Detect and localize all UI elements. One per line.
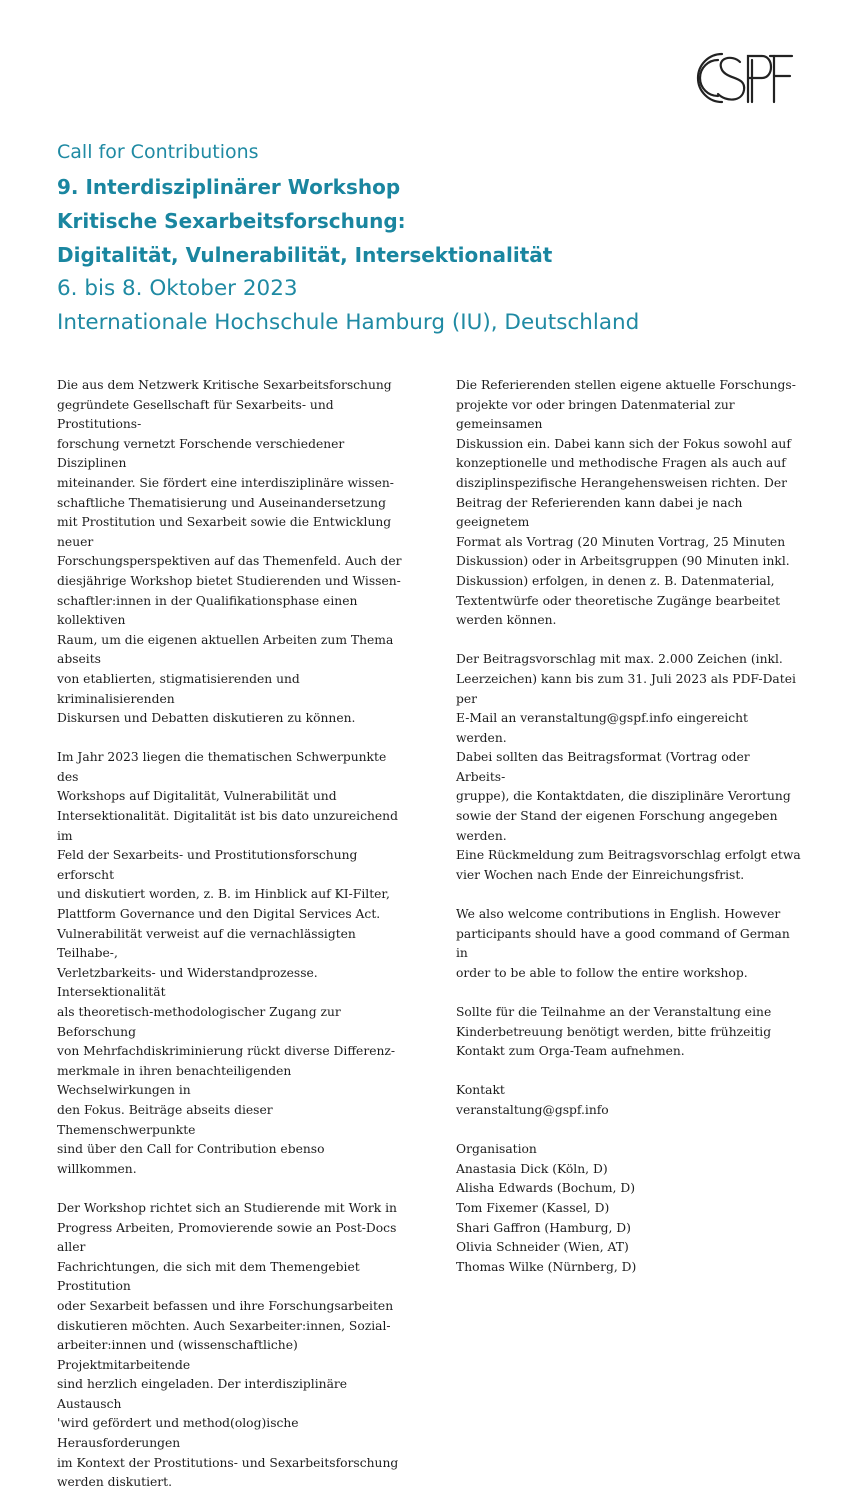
organisation-label: Organisation (456, 1142, 537, 1157)
contact-label: Kontakt (456, 1083, 505, 1098)
contact-email[interactable]: veranstaltung@gspf.info (456, 1102, 609, 1117)
paragraph-childcare: Sollte für die Teilnahme an der Veranstaltung eine Kinderbetreuung benötigt werden, bitte frühzeitig Kontakt zum Orga-Team aufnehmen. (456, 1005, 772, 1059)
organiser-item: Olivia Schneider (Wien, AT) (456, 1240, 629, 1255)
paragraph-intro: Die aus dem Netzwerk Kritische Sexarbeitsforschung gegründete Gesellschaft für Sexarbeits- und Prostitutions- forschung vernetzt Forschende verschiedener Disziplinen miteinander. Sie fördert eine interdisziplinäre wissen- schaftliche Thematisierung und Auseinandersetzung mit Prostitution und Sexarbeit sowie die Entwicklung neuer Forschungsperspektiven auf das Themenfeld. Auch der diesjährige Workshop bietet Studierenden und Wissen- schaftler:innen in der Qualifikationsphase einen kollektiven Raum, um die eigenen aktuellen Arbeiten zum Thema abseits von etablierten, stigmatisierenden und kriminalisierenden Diskursen und Debatten diskutieren zu können. (57, 378, 402, 726)
paragraph-submission: Der Beitragsvorschlag mit max. 2.000 Zeichen (inkl. Leerzeichen) kann bis zum 31. Juli 2023 als PDF-Datei per E-Mail an veranstaltung@gspf.info eingereicht werden. Dabei sollten das Beitragsformat (Vortrag oder Arbeits- gruppe), die Kontaktdaten, die disziplinäre Verortung sowie der Stand der eigenen Forschung angegeben werden. Eine Rückmeldung zum Beitragsvorschlag erfolgt etwa vier Wochen nach Ende der Einreichungsfrist. (456, 652, 801, 882)
organiser-item: Alisha Edwards (Bochum, D) (456, 1181, 635, 1196)
paragraph-themes: Im Jahr 2023 liegen die thematischen Schwerpunkte des Workshops auf Digitalität, Vulnerabilität und Intersektionalität. Digitalität ist bis dato unzureichend im Feld der Sexarbeits- und Prostitutionsforschung erforscht und diskutiert worden, z. B. im Hinblick auf KI-Filter, Plattform Governance und den Digital Services Act. Vulnerabilität verweist auf die vernachlässigten Teilhabe-, Verletzbarkeits- und Widerstandprozesse. Intersektionalität als theoretisch-methodologischer Zugang zur Beforschung von Mehrfachdiskriminierung rückt diverse Differenz- merkmale in ihren benachteiligenden Wechselwirkungen in den Fokus. Beiträge abseits dieser Themenschwerpunkte sind über den Call for Contribution ebenso willkommen. (57, 750, 398, 1176)
left-column (57, 376, 402, 1512)
header (57, 138, 817, 340)
organiser-item: Tom Fixemer (Kassel, D) (456, 1200, 610, 1215)
title-line-2: Kritische Sexarbeitsforschung: (57, 209, 406, 233)
right-column (456, 376, 801, 1277)
gspf-logo-mark (688, 44, 800, 112)
organiser-item: Shari Gaffron (Hamburg, D) (456, 1220, 631, 1235)
gspf-logo (688, 44, 800, 112)
title-line-3: Digitalität, Vulnerabilität, Intersektionalität (57, 243, 553, 267)
event-date: 6. bis 8. Oktober 2023 (57, 276, 298, 301)
organiser-list (456, 1160, 801, 1278)
call-kicker: Call for Contributions (57, 141, 259, 163)
event-venue: Internationale Hochschule Hamburg (IU), Deutschland (57, 310, 640, 335)
title-line-1: 9. Interdisziplinärer Workshop (57, 175, 401, 199)
organiser-item: Anastasia Dick (Köln, D) (456, 1161, 608, 1176)
paragraph-format: Die Referierenden stellen eigene aktuelle Forschungs- projekte vor oder bringen Datenmaterial zur gemeinsamen Diskussion ein. Dabei kann sich der Fokus sowohl auf konzeptionelle und methodische Fragen als auch auf disziplinspezifische Herangehensweisen richten. Der Beitrag der Referierenden kann dabei je nach geeignetem Format als Vortrag (20 Minuten Vortrag, 25 Minuten Diskussion) oder in Arbeitsgruppen (90 Minuten inkl. Diskussion) erfolgen, in denen z. B. Datenmaterial, Textentwürfe oder theoretische Zugänge bearbeitet werden können. (456, 378, 796, 628)
paragraph-audience: Der Workshop richtet sich an Studierende mit Work in Progress Arbeiten, Promovierende sowie an Post-Docs aller Fachrichtungen, die sich mit dem Themengebiet Prostitution oder Sexarbeit befassen und ihre Forschungsarbeiten diskutieren möchten. Auch Sexarbeiter:innen, Sozial- arbeiter:innen und (wissenschaftliche) Projektmitarbeitende sind herzlich eingeladen. Der interdisziplinäre Austausch 'wird gefördert und method(olog)ische Herausforderungen im Kontext der Prostitutions- und Sexarbeitsforschung werden diskutiert. (57, 1200, 399, 1490)
paragraph-english: We also welcome contributions in English. However participants should have a good command of German in order to be able to follow the entire workshop. (456, 907, 790, 980)
organiser-item: Thomas Wilke (Nürnberg, D) (456, 1259, 637, 1274)
